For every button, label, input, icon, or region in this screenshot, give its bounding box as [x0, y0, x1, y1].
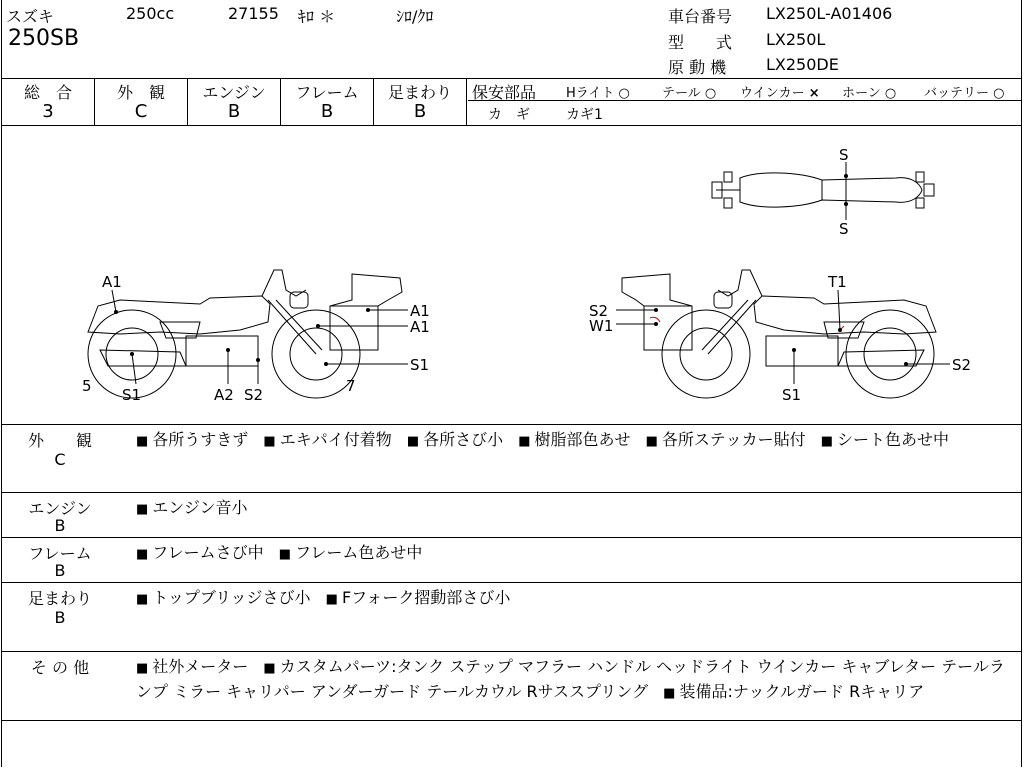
section-notes-other: ■ 社外メーター ■ カスタムパーツ:タンク ステップ マフラー ハンドル ヘッドライト ウインカー キャブレター テールランプ ミラー キャリパー アンダーガード テールカウル Rサススプリング ■ 装備品:ナックルガード Rキャリア: [136, 657, 1005, 701]
engine-value: LX250DE: [766, 55, 839, 74]
safety-item-battery: バッテリー ○: [924, 86, 1005, 101]
section-notes-frame: ■ フレームさび中 ■ フレーム色あせ中: [136, 543, 423, 562]
diagram-label: S2: [589, 302, 609, 320]
motorcycle-top-view-icon: [712, 168, 934, 212]
key-value: カギ1: [566, 107, 603, 123]
safety-item-winker: ウインカー ×: [740, 86, 820, 101]
section-label-suspension: 足まわり: [27, 589, 92, 608]
diagram-label: T1: [828, 273, 847, 291]
section-notes-suspension: ■ トップブリッジさび小 ■ Fフォーク摺動部さび小: [136, 588, 511, 607]
grade-label-suspension: 足まわり: [387, 83, 452, 102]
diagram-label: A1: [102, 273, 122, 291]
section-label-engine: エンジン: [28, 499, 92, 518]
grade-label-exterior: 外 観: [116, 83, 165, 102]
grade-label-frame: フレーム: [295, 83, 359, 102]
divider: [1, 651, 1022, 652]
dent-mark-icon: [650, 317, 660, 322]
motorcycle-right-side-icon: [622, 270, 936, 398]
type-label: 型 式: [668, 33, 733, 52]
grade-value-overall: 3: [42, 101, 54, 122]
section-label-other: そ の 他: [30, 658, 90, 677]
displacement: 250cc: [126, 4, 175, 23]
tail-status: ○: [704, 86, 717, 101]
mileage: 27155: [228, 4, 279, 23]
divider: [1, 78, 1022, 79]
diagram-label: 5: [82, 377, 92, 395]
diagram-label: S1: [122, 386, 142, 404]
chassis-label: 車台番号: [668, 7, 733, 26]
divider: [1, 492, 1022, 493]
divider: [1, 582, 1022, 583]
diagram-label: S: [839, 146, 849, 164]
divider: [466, 78, 467, 125]
section-grade-frame: B: [54, 561, 66, 580]
mileage-unit: ｷﾛ ＊: [298, 7, 336, 26]
safety-item-horn: ホーン ○: [842, 86, 897, 101]
horn-status: ○: [884, 86, 897, 101]
section-notes-exterior: ■ 各所うすきず ■ エキパイ付着物 ■ 各所さび小 ■ 樹脂部色あせ ■ 各所ステッカー貼付 ■ シート色あせ中: [136, 430, 950, 449]
grade-value-frame: B: [320, 101, 334, 122]
engine-label: 原 動 機: [668, 58, 727, 77]
diagram-label: S2: [244, 386, 264, 404]
diagram-label: A2: [214, 386, 234, 404]
diagram-label: S1: [410, 356, 430, 374]
key-label: カ ギ: [488, 107, 530, 123]
maker: スズキ: [6, 7, 55, 26]
model-name: 250SB: [8, 26, 80, 51]
diagram-label: 7: [346, 377, 356, 395]
divider: [1, 720, 1022, 721]
section-grade-engine: B: [54, 516, 66, 535]
diagram-label: A1: [410, 302, 430, 320]
winker-status: ×: [808, 86, 820, 101]
section-label-exterior: 外 観: [27, 431, 92, 450]
battery-status: ○: [993, 86, 1005, 101]
diagram-label: A1: [410, 318, 430, 336]
headlight-status: ○: [618, 86, 630, 101]
damage-diagram: [0, 126, 1022, 424]
grade-label-overall: 総 合: [23, 83, 72, 102]
grade-value-engine: B: [227, 101, 241, 122]
diagram-label: S1: [782, 386, 802, 404]
section-label-frame: フレーム: [28, 544, 92, 563]
color: ｼﾛ/ｸﾛ: [396, 7, 434, 26]
diagram-label: S: [839, 220, 849, 238]
section-grade-suspension: B: [54, 608, 66, 627]
type-value: LX250L: [766, 30, 826, 49]
safety-title: 保安部品: [472, 83, 537, 102]
divider: [1, 537, 1022, 538]
grade-label-engine: エンジン: [202, 83, 266, 102]
chassis-value: LX250L-A01406: [766, 4, 893, 23]
section-notes-engine: ■ エンジン音小: [136, 498, 248, 517]
divider: [1, 424, 1022, 425]
leader-dots: [114, 174, 908, 366]
diagram-label: W1: [589, 317, 614, 335]
section-grade-exterior: C: [54, 450, 66, 469]
safety-item-tail: テール ○: [662, 86, 717, 101]
grade-value-exterior: C: [134, 101, 148, 122]
safety-item-headlight: Hライト ○: [566, 86, 630, 101]
diagram-label: S2: [952, 356, 972, 374]
leader-lines: [112, 162, 950, 384]
grade-value-suspension: B: [413, 101, 427, 122]
